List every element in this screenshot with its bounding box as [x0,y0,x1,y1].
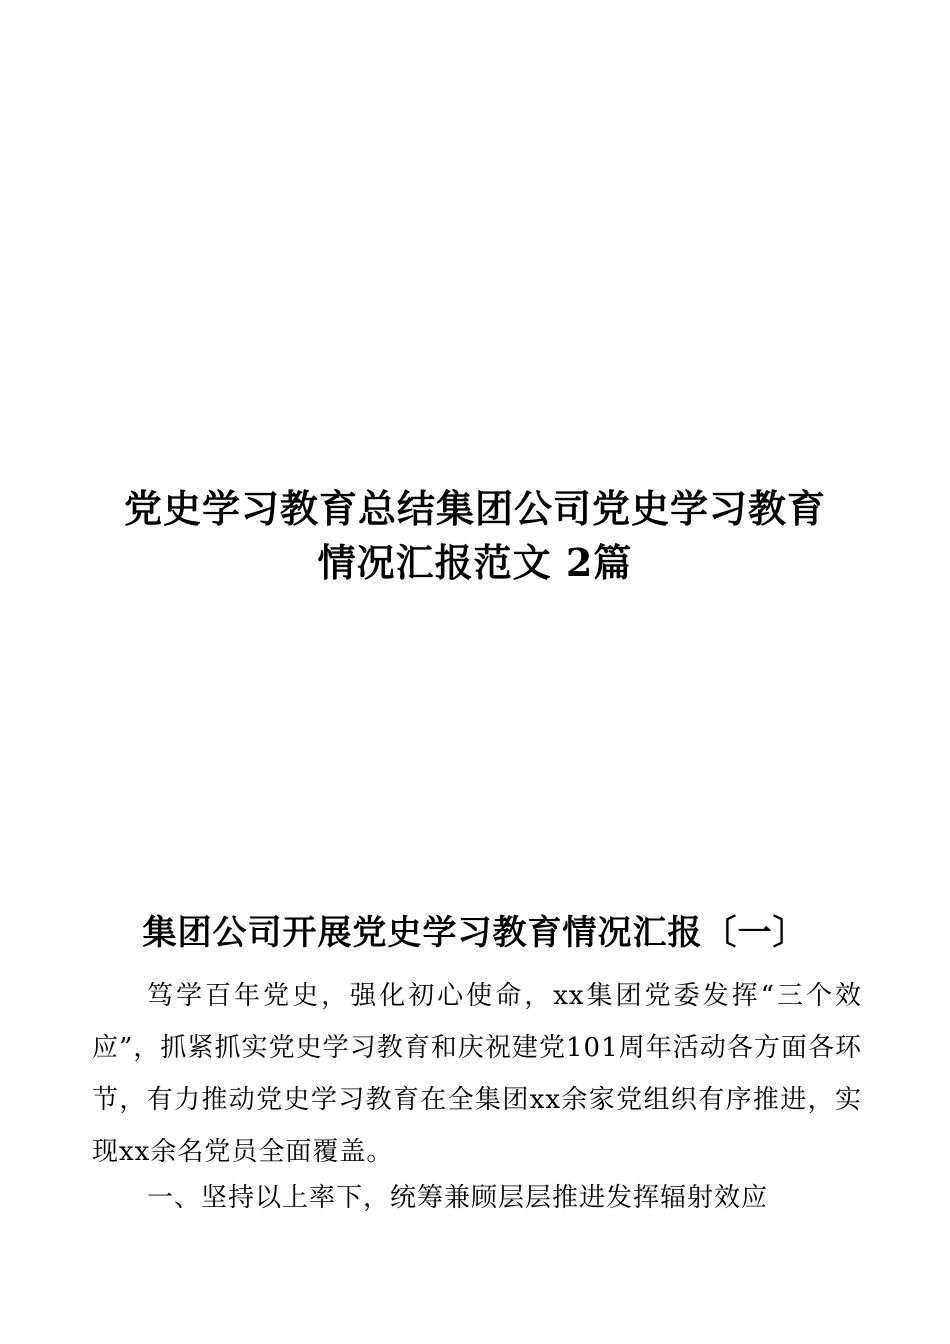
document-title-line-1: 党史学习教育总结集团公司党史学习教育 [123,486,826,531]
document-title-line-2: 情况汇报范文 2篇 [317,540,633,585]
body-paragraph-intro: 笃学百年党史，强化初心使命，xx集团党委发挥“三个效应”，抓紧抓实党史学习教育和庆祝建党101周年活动各方面各环节，有力推动党史学习教育在全集团xx余家党组织有序推进，实现xx余名党员全面覆盖。 [92,981,862,1167]
body-paragraph-subheading: 一、坚持以上率下，统筹兼顾层层推进发挥辐射效应 [147,1183,769,1213]
section-heading: 集团公司开展党史学习教育情况汇报〔一〕 [142,913,808,953]
document-title [60,482,890,590]
